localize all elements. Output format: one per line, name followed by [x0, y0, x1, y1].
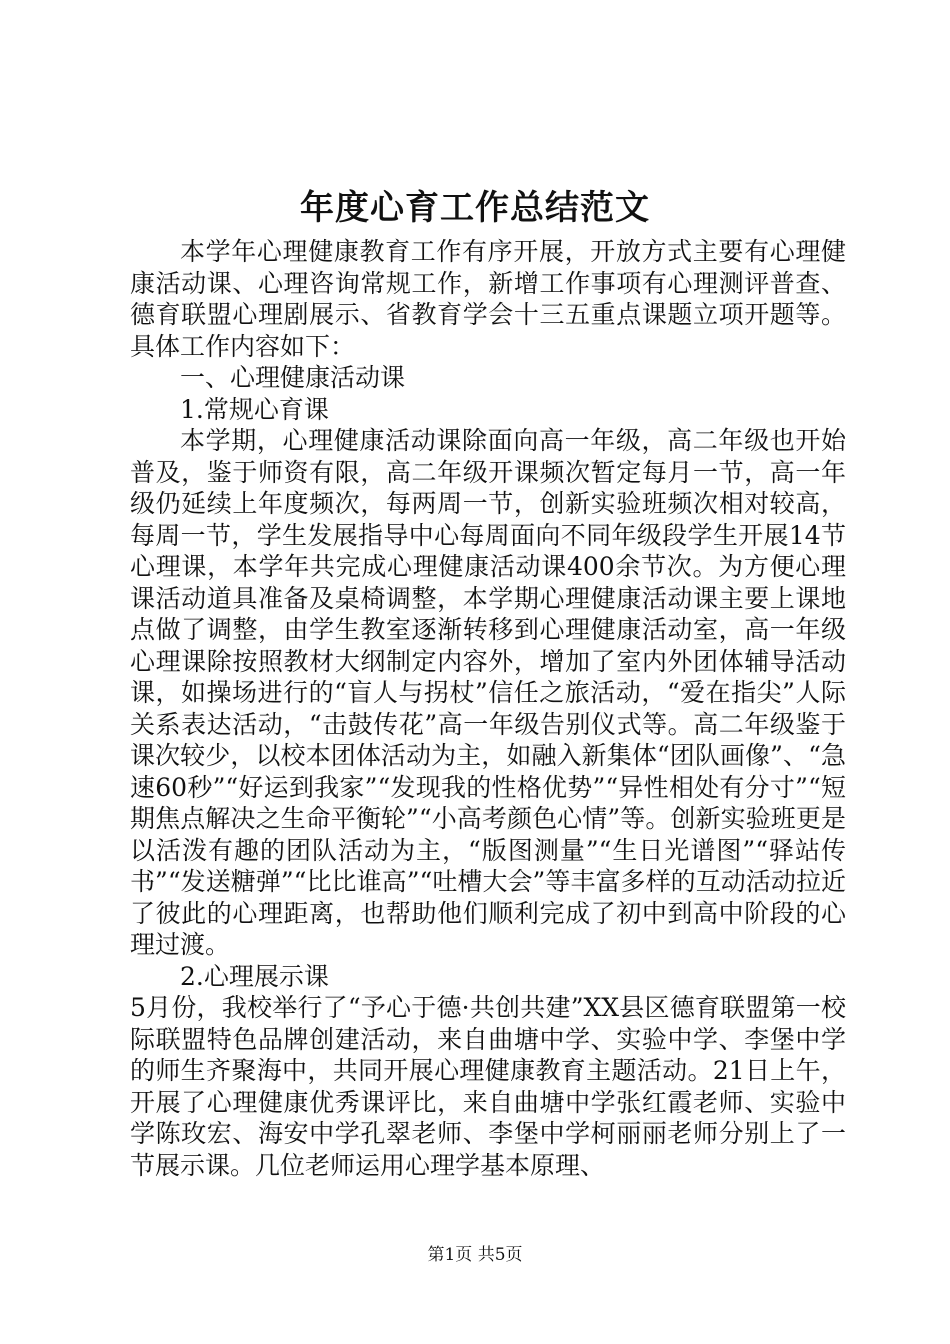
body-paragraph: 本学期，心理健康活动课除面向高一年级，高二年级也开始普及，鉴于师资有限，高二年级开课频次暂定每月一节，高一年级仍延续上年度频次，每两周一节，创新实验班频次相对较高，每周一节，学生发展指导中心每周面向不同年级段学生开展14节心理课，本学年共完成心理健康活动课400余节次。为方便心理课活动道具准备及桌椅调整，本学期心理健康活动课主要上课地点做了调整，由学生教室逐渐转移到心理健康活动室，高一年级心理课除按照教材大纲制定内容外，增加了室内外团体辅导活动课，如操场进行的“盲人与拐杖”信任之旅活动，“爱在指尖”人际关系表达活动，“击鼓传花”高一年级告别仪式等。高二年级鉴于课次较少，以校本团体活动为主，如融入新集体“团队画像”、“急速60秒”“好运到我家”“发现我的性格优势”“异性相处有分寸”“短期焦点解决之生命平衡轮”“小高考颜色心情”等。创新实验班更是以活泼有趣的团队活动为主，“版图测量”“生日光谱图”“驿站传书”“发送糖弹”“比比谁高”“吐槽大会”等丰富多样的互动活动拉近了彼此的心理距离，也帮助他们顺利完成了初中到高中阶段的心理过渡。	[130, 426, 846, 959]
document-body	[130, 236, 846, 1181]
section-heading: 一、心理健康活动课	[180, 363, 406, 392]
document-title: 年度心育工作总结范文	[300, 188, 650, 228]
subsection-heading: 1.常规心育课	[180, 394, 329, 424]
page-footer: 第1页 共5页	[427, 1245, 523, 1265]
subsection-heading: 2.心理展示课	[180, 961, 329, 991]
body-paragraph: 5月份，我校举行了“予心于德·共创共建”XX县区德育联盟第一校际联盟特色品牌创建活动，来自曲塘中学、实验中学、李堡中学的师生齐聚海中，共同开展心理健康教育主题活动。21日上午，开展了心理健康优秀课评比，来自曲塘中学张红霞老师、实验中学陈玫宏、海安中学孔翠老师、李堡中学柯丽丽老师分别上了一节展示课。几位老师运用心理学基本原理、	[130, 993, 846, 1180]
intro-paragraph: 本学年心理健康教育工作有序开展，开放方式主要有心理健康活动课、心理咨询常规工作，新增工作事项有心理测评普查、德育联盟心理剧展示、省教育学会十三五重点课题立项开题等。具体工作内容如下：	[130, 237, 846, 361]
